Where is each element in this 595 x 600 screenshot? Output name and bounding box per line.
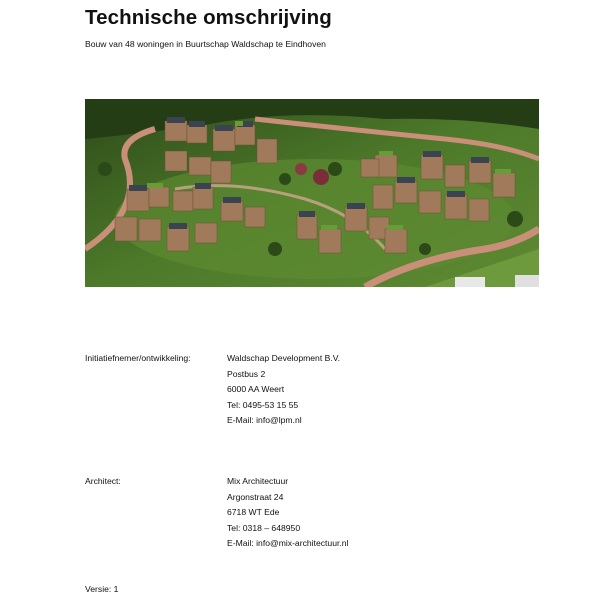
version-label: Versie: 1 bbox=[85, 584, 119, 594]
architect-address bbox=[227, 476, 348, 554]
developer-address bbox=[227, 353, 340, 431]
architect-email: E-Mail: info@mix-architectuur.nl bbox=[227, 538, 349, 548]
developer-label: Initiatiefnemer/ontwikkeling: bbox=[85, 353, 191, 363]
page-title: Technische omschrijving bbox=[85, 6, 332, 29]
developer-email: E-Mail: info@lpm.nl bbox=[227, 415, 302, 425]
architect-street: Argonstraat 24 bbox=[227, 491, 284, 502]
developer-postbus: Postbus 2 bbox=[227, 368, 266, 379]
architect-company: Mix Architectuur bbox=[227, 476, 289, 486]
developer-postcode-city: 6000 AA Weert bbox=[227, 384, 285, 394]
developer-company: Waldschap Development B.V. bbox=[227, 353, 341, 363]
architect-phone: Tel: 0318 – 648950 bbox=[227, 522, 301, 533]
aerial-rendering-image bbox=[85, 99, 539, 287]
aerial-rendering-illustration bbox=[85, 99, 539, 287]
architect-label: Architect: bbox=[85, 476, 121, 486]
page-subtitle: Bouw van 48 woningen in Buurtschap Waldschap te Eindhoven bbox=[85, 39, 326, 49]
architect-postcode-city: 6718 WT Ede bbox=[227, 507, 280, 517]
developer-phone: Tel: 0495-53 15 55 bbox=[227, 399, 299, 410]
